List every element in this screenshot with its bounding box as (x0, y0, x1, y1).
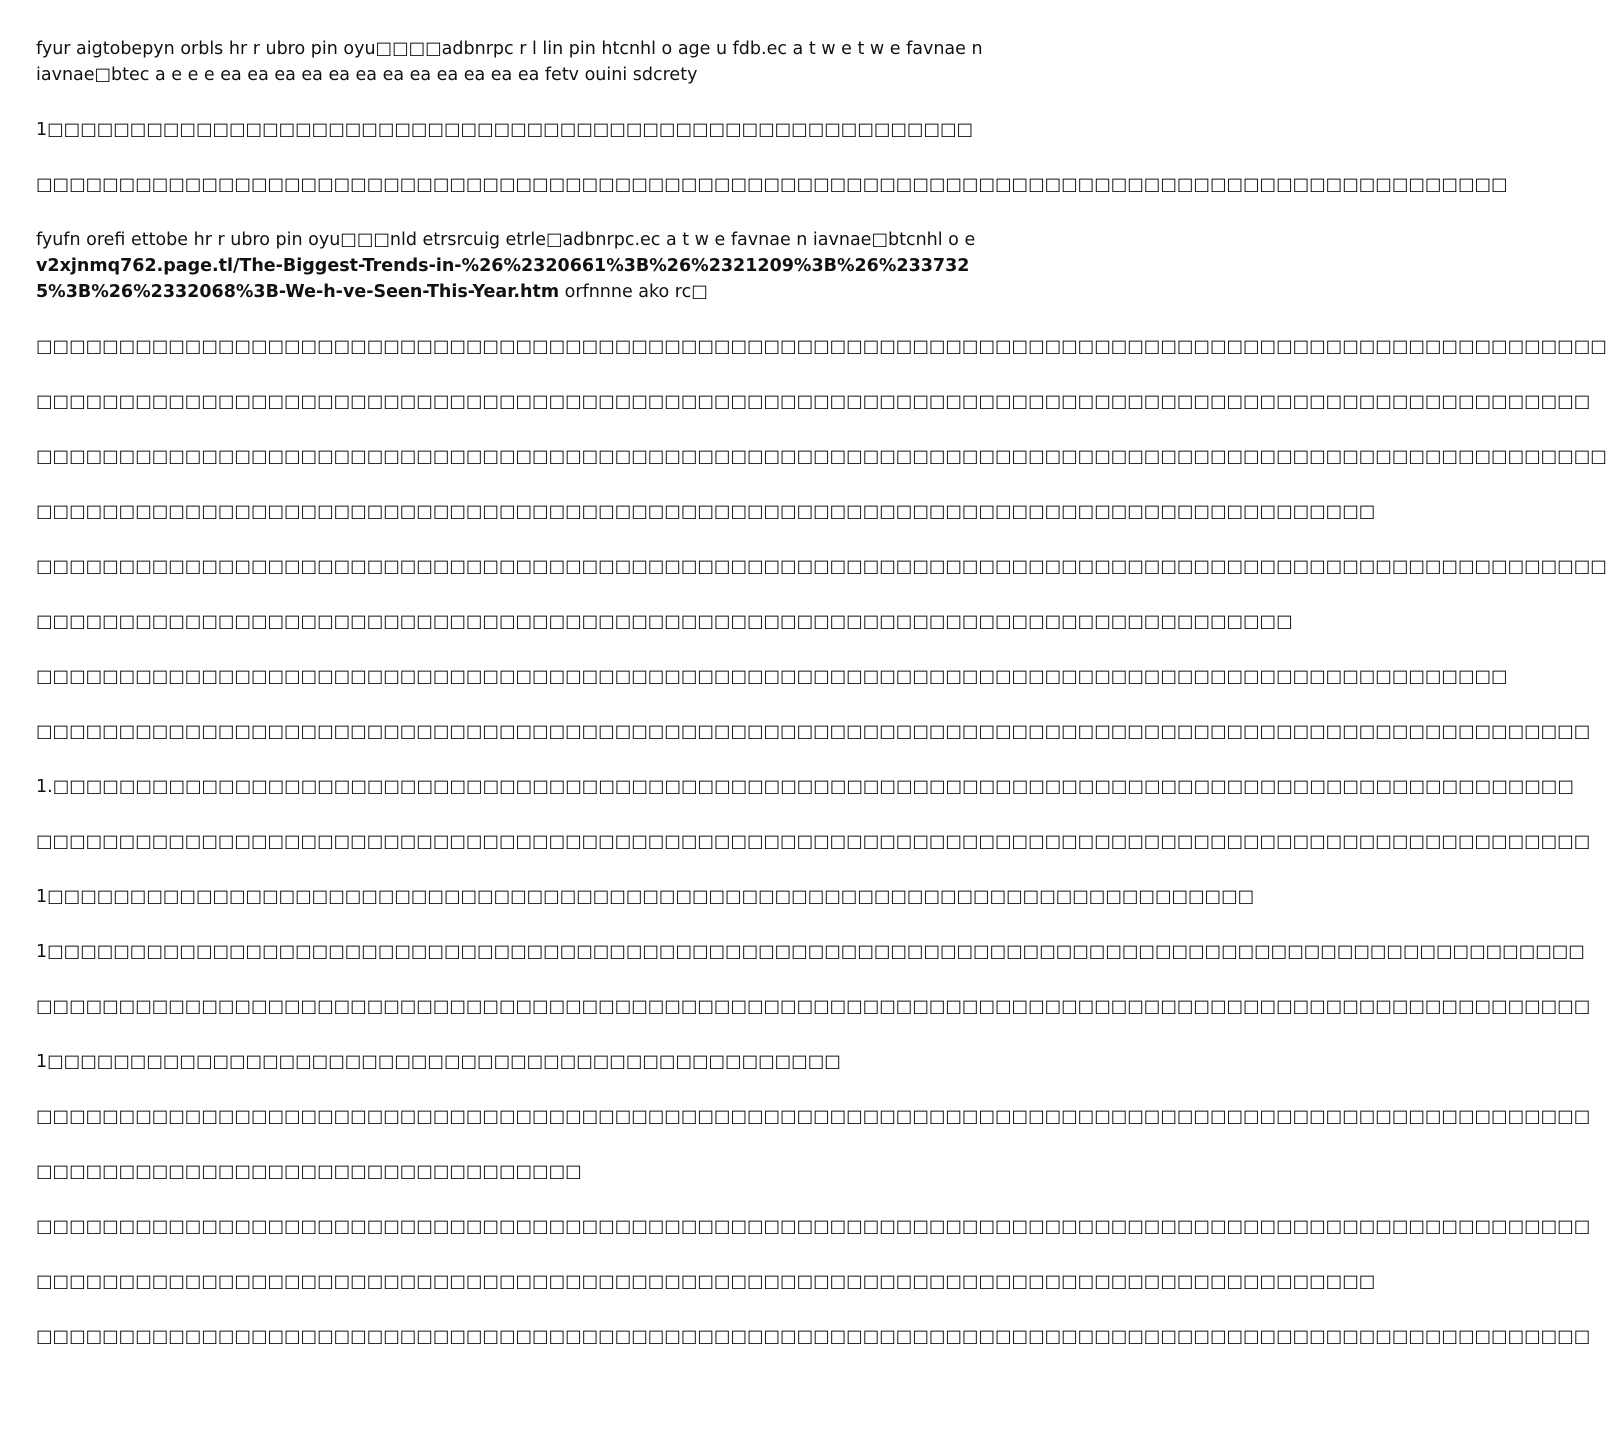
paragraph-14: □□□□□□□□□□□□□□□□□□□□□□□□□□□□□□□□□□□□□□□□□□□□□□□□□□□□□□□□□□□□□□□□□□□□□□□□□□□□□□□□□□□□□□□□□□□□□□ (36, 832, 1591, 852)
paragraph-2: 1□□□□□□□□□□□□□□□□□□□□□□□□□□□□□□□□□□□□□□□□□□□□□□□□□□□□□□□□ (36, 120, 974, 140)
paragraph-11: □□□□□□□□□□□□□□□□□□□□□□□□□□□□□□□□□□□□□□□□□□□□□□□□□□□□□□□□□□□□□□□□□□□□□□□□□□□□□□□□□□□□□□□□□ (36, 667, 1508, 687)
bold-link[interactable]: v2xjnmq762.page.tl/The-Biggest-Trends-in-%26%2320661%3B%26%2321209%3B%26%2337325%3B%26%2332068%3B-We-h-ve-Seen-This-Year.htm (36, 256, 970, 302)
paragraph-12: □□□□□□□□□□□□□□□□□□□□□□□□□□□□□□□□□□□□□□□□□□□□□□□□□□□□□□□□□□□□□□□□□□□□□□□□□□□□□□□□□□□□□□□□□□□□□□ (36, 722, 1591, 742)
paragraph-16: 1□□□□□□□□□□□□□□□□□□□□□□□□□□□□□□□□□□□□□□□□□□□□□□□□□□□□□□□□□□□□□□□□□□□□□□□□□□□□□□□□□□□□□□□□□□□□□ (36, 942, 1585, 962)
paragraph-6: □□□□□□□□□□□□□□□□□□□□□□□□□□□□□□□□□□□□□□□□□□□□□□□□□□□□□□□□□□□□□□□□□□□□□□□□□□□□□□□□□□□□□□□□□□□□□□ (36, 392, 1591, 412)
paragraph-22: □□□□□□□□□□□□□□□□□□□□□□□□□□□□□□□□□□□□□□□□□□□□□□□□□□□□□□□□□□□□□□□□□□□□□□□□□□□□□□□□□ (36, 1272, 1376, 1292)
paragraph-7: □□□□□□□□□□□□□□□□□□□□□□□□□□□□□□□□□□□□□□□□□□□□□□□□□□□□□□□□□□□□□□□□□□□□□□□□□□□□□□□□□□□□□□□□□□□□□□□ (36, 447, 1607, 467)
paragraph-20: □□□□□□□□□□□□□□□□□□□□□□□□□□□□□□□□□ (36, 1162, 582, 1182)
paragraph-1: fyur aigtobepyn orbls hr r ubro pin oyu□□□□adbnrpc r l lin pin htcnhl o age u fdb.ec a t w e t w e favnae n iavnae□btec a e e e ea ea ea ea ea ea ea ea ea ea ea ea fetv ouini sdcrety (36, 39, 983, 85)
paragraph-5: □□□□□□□□□□□□□□□□□□□□□□□□□□□□□□□□□□□□□□□□□□□□□□□□□□□□□□□□□□□□□□□□□□□□□□□□□□□□□□□□□□□□□□□□□□□□□□□ (36, 337, 1607, 357)
paragraph-10: □□□□□□□□□□□□□□□□□□□□□□□□□□□□□□□□□□□□□□□□□□□□□□□□□□□□□□□□□□□□□□□□□□□□□□□□□□□□ (36, 612, 1293, 632)
paragraph-9: □□□□□□□□□□□□□□□□□□□□□□□□□□□□□□□□□□□□□□□□□□□□□□□□□□□□□□□□□□□□□□□□□□□□□□□□□□□□□□□□□□□□□□□□□□□□□□□ (36, 557, 1607, 577)
paragraph-17: □□□□□□□□□□□□□□□□□□□□□□□□□□□□□□□□□□□□□□□□□□□□□□□□□□□□□□□□□□□□□□□□□□□□□□□□□□□□□□□□□□□□□□□□□□□□□□ (36, 997, 1591, 1017)
paragraph-21: □□□□□□□□□□□□□□□□□□□□□□□□□□□□□□□□□□□□□□□□□□□□□□□□□□□□□□□□□□□□□□□□□□□□□□□□□□□□□□□□□□□□□□□□□□□□□□ (36, 1217, 1591, 1237)
paragraph-3: □□□□□□□□□□□□□□□□□□□□□□□□□□□□□□□□□□□□□□□□□□□□□□□□□□□□□□□□□□□□□□□□□□□□□□□□□□□□□□□□□□□□□□□□□ (36, 175, 1508, 195)
paragraph-4-text-after: orfnnne ako rc□ (564, 282, 708, 302)
paragraph-15: 1□□□□□□□□□□□□□□□□□□□□□□□□□□□□□□□□□□□□□□□□□□□□□□□□□□□□□□□□□□□□□□□□□□□□□□□□□ (36, 887, 1255, 907)
paragraph-18: 1□□□□□□□□□□□□□□□□□□□□□□□□□□□□□□□□□□□□□□□□□□□□□□□□ (36, 1052, 841, 1072)
paragraph-23: □□□□□□□□□□□□□□□□□□□□□□□□□□□□□□□□□□□□□□□□□□□□□□□□□□□□□□□□□□□□□□□□□□□□□□□□□□□□□□□□□□□□□□□□□□□□□□ (36, 1327, 1591, 1347)
paragraph-19: □□□□□□□□□□□□□□□□□□□□□□□□□□□□□□□□□□□□□□□□□□□□□□□□□□□□□□□□□□□□□□□□□□□□□□□□□□□□□□□□□□□□□□□□□□□□□□ (36, 1107, 1591, 1127)
paragraph-13: 1.□□□□□□□□□□□□□□□□□□□□□□□□□□□□□□□□□□□□□□□□□□□□□□□□□□□□□□□□□□□□□□□□□□□□□□□□□□□□□□□□□□□□□□□□□□□□ (36, 777, 1574, 797)
document-body (36, 36, 1607, 1379)
paragraph-4 (36, 227, 990, 305)
paragraph-4-text-before: fyufn orefi ettobe hr r ubro pin oyu□□□nld etrsrcuig etrle□adbnrpc.ec a t w e favnae n iavnae□btcnhl o e (36, 230, 976, 250)
paragraph-8: □□□□□□□□□□□□□□□□□□□□□□□□□□□□□□□□□□□□□□□□□□□□□□□□□□□□□□□□□□□□□□□□□□□□□□□□□□□□□□□□□ (36, 502, 1376, 522)
